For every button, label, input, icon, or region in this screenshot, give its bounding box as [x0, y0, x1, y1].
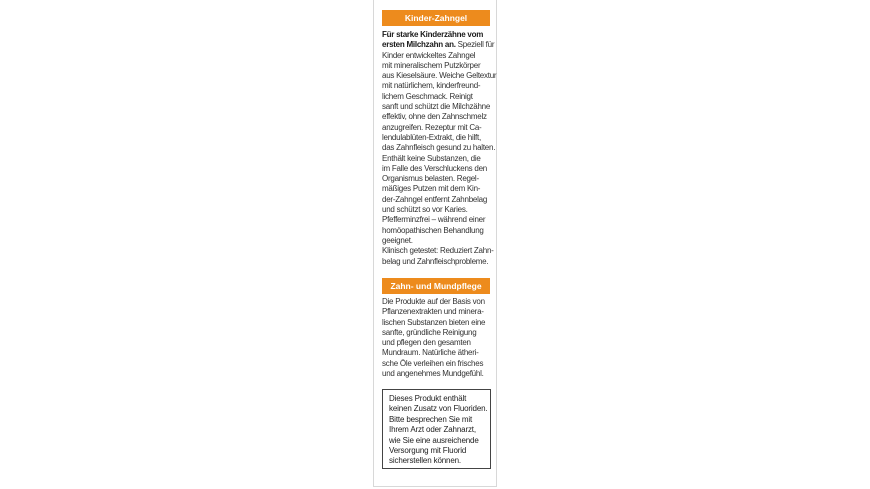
notice-line: Dieses Produkt enthält [389, 394, 467, 403]
description-line: belag und Zahnfleischprobleme. [382, 256, 489, 266]
description-line: Pflanzenextrakten und minera- [382, 307, 484, 317]
description-line: mäßiges Putzen mit dem Kin- [382, 184, 481, 194]
description-line [382, 30, 492, 40]
notice-line: wie Sie eine ausreichende [389, 435, 479, 445]
description-line: Enthält keine Substanzen, die [382, 153, 481, 163]
fluoride-notice-box [382, 389, 491, 469]
description-line: im Falle des Verschluckens den [382, 163, 487, 173]
description-line: anzugreifen. Rezeptur mit Ca- [382, 122, 482, 132]
description-line: aus Kieselsäure. Weiche Geltextur [382, 71, 497, 81]
description-line: der-Zahngel entfernt Zahnbelag [382, 194, 488, 204]
description-line: lichem Geschmack. Reinigt [382, 91, 473, 101]
product-info-panel [373, 0, 497, 487]
notice-line: Versorgung mit Fluorid [389, 446, 467, 456]
description-line: Die Produkte auf der Basis von [382, 297, 485, 306]
notice-line: keinen Zusatz von Fluoriden. [389, 404, 488, 414]
description-line: lischen Substanzen bieten eine [382, 317, 486, 327]
description-line [382, 40, 495, 50]
notice-line: Bitte besprechen Sie mit [389, 414, 473, 424]
section-heading-kinder-zahngel: Kinder-Zahngel [382, 10, 490, 26]
notice-line: sicherstellen können. [389, 456, 462, 466]
description-line: Organismus belasten. Regel- [382, 174, 479, 184]
description-line: lendulablüten-Extrakt, die hilft, [382, 132, 481, 142]
description-line: Pfefferminzfrei – während einer [382, 215, 486, 225]
description-line: das Zahnfleisch gesund zu halten. [382, 143, 496, 153]
intro-tail: Speziell für [455, 40, 495, 50]
description-line: mit mineralischem Putzkörper [382, 60, 481, 70]
description-line: homöopathischen Behandlung [382, 225, 484, 235]
description-line: sche Öle verleihen ein frisches [382, 358, 484, 368]
bold-intro-line: Für starke Kinderzähne vom [382, 30, 484, 39]
notice-line: Ihrem Arzt oder Zahnarzt, [389, 425, 476, 435]
description-line: mit natürlichem, kinderfreund- [382, 81, 481, 91]
kinder-zahngel-description [382, 30, 497, 267]
bold-intro-line: ersten Milchzahn an. [382, 40, 456, 50]
description-line: und angenehmes Mundgefühl. [382, 369, 484, 379]
description-line: sanft und schützt die Milchzähne [382, 102, 491, 112]
description-line: Klinisch getestet: Reduziert Zahn- [382, 246, 494, 256]
zahn-und-mundpflege-description [382, 297, 492, 379]
description-line: effektiv, ohne den Zahnschmelz [382, 112, 487, 122]
description-line: geeignet. [382, 235, 413, 245]
description-line: Mundraum. Natürliche ätheri- [382, 348, 479, 358]
description-line: sanfte, gründliche Reinigung [382, 327, 477, 337]
section-heading-zahn-und-mundpflege: Zahn- und Mundpflege [382, 278, 490, 294]
description-line: und schützt so vor Karies. [382, 205, 468, 215]
description-line: Kinder entwickeltes Zahngel [382, 50, 476, 60]
description-line: und pflegen den gesamten [382, 338, 471, 348]
